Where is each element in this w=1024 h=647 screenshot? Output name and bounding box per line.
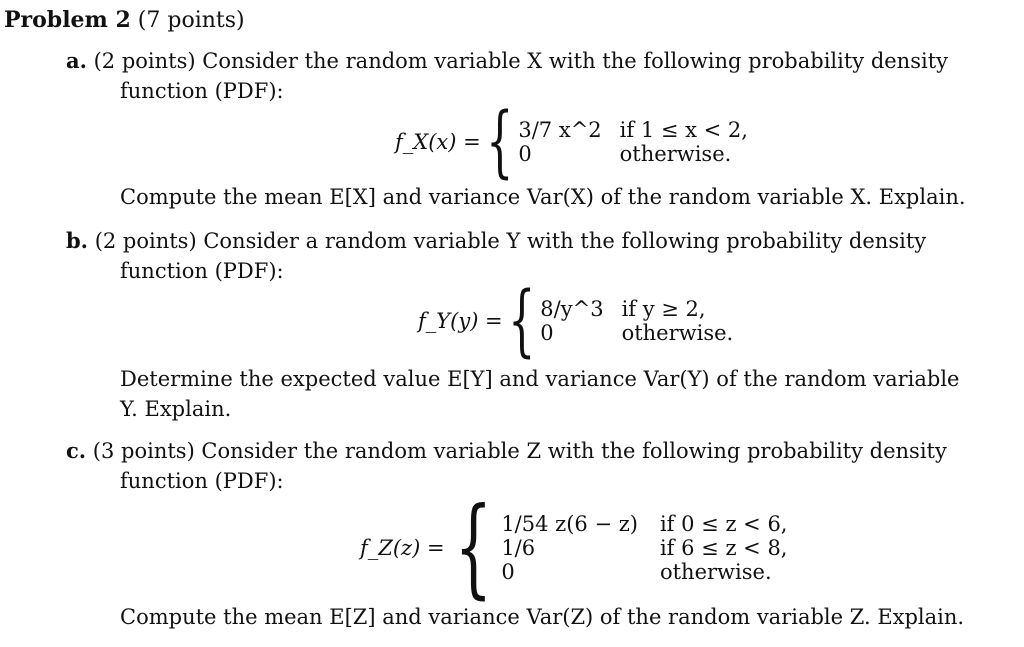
part-a-intro: (2 points) Consider the random variable X with the following probability density xyxy=(93,49,949,73)
part-b-intro: (2 points) Consider a random variable Y with the following probability density xyxy=(94,229,927,253)
part-a-follow: Compute the mean E[X] and variance Var(X) of the random variable X. Explain. xyxy=(120,185,966,209)
part-c-line2: function (PDF): xyxy=(120,469,284,493)
problem-title: Problem 2 xyxy=(4,7,131,33)
left-brace: { xyxy=(485,97,514,187)
part-a-label: a. xyxy=(66,48,87,73)
part-b-lhs: f_Y(y) = xyxy=(418,309,503,333)
case-cond: if 6 ≤ z < 8, xyxy=(659,536,788,560)
part-a-lhs: f_X(x) = xyxy=(395,130,481,154)
part-b-line1 xyxy=(66,226,926,256)
part-b-label: b. xyxy=(66,228,88,253)
left-brace: { xyxy=(507,276,536,366)
part-a-cases xyxy=(518,118,748,166)
part-b-follow1: Determine the expected value E[Y] and variance Var(Y) of the random variable xyxy=(120,367,960,391)
case-expr: 1/6 xyxy=(501,536,536,560)
left-brace: { xyxy=(454,485,492,610)
case-cond: if y ≥ 2, xyxy=(621,297,706,321)
part-b-cases xyxy=(540,297,733,345)
part-a-line2: function (PDF): xyxy=(120,79,284,103)
case-expr: 3/7 x^2 xyxy=(518,118,602,142)
case-expr: 0 xyxy=(501,560,515,584)
case-expr: 0 xyxy=(540,321,554,345)
case-expr: 8/y^3 xyxy=(540,297,604,321)
part-a-equation xyxy=(395,97,748,187)
part-c-cases xyxy=(501,512,787,584)
part-a-line1 xyxy=(66,46,948,76)
part-c-line1 xyxy=(66,436,947,466)
part-b-follow2: Y. Explain. xyxy=(120,397,232,421)
part-c-lhs: f_Z(z) = xyxy=(360,536,445,560)
case-expr: 1/54 z(6 − z) xyxy=(501,512,638,536)
case-cond: if 0 ≤ z < 6, xyxy=(659,512,788,536)
problem-heading xyxy=(4,5,245,36)
problem-points: (7 points) xyxy=(137,8,245,33)
part-c-equation xyxy=(360,485,788,610)
part-b-line2: function (PDF): xyxy=(120,259,284,283)
part-c-label: c. xyxy=(66,438,87,463)
case-cond: if 1 ≤ x < 2, xyxy=(619,118,748,142)
case-cond: otherwise. xyxy=(659,560,772,584)
case-cond: otherwise. xyxy=(619,142,732,166)
part-b-equation xyxy=(418,276,734,366)
part-c-follow: Compute the mean E[Z] and variance Var(Z) of the random variable Z. Explain. xyxy=(120,605,965,629)
case-cond: otherwise. xyxy=(621,321,734,345)
case-expr: 0 xyxy=(518,142,532,166)
part-c-intro: (3 points) Consider the random variable Z with the following probability density xyxy=(92,439,947,463)
